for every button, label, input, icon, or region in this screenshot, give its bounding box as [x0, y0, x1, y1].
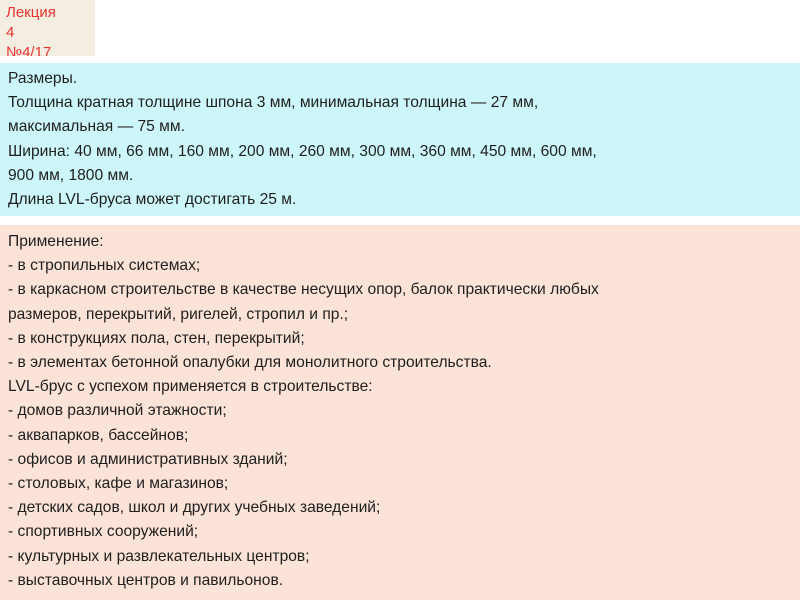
lecture-slide-number: №4/17: [6, 44, 52, 56]
usage-list-item: - в стропильных системах;: [8, 257, 201, 275]
construction-list-item: - спортивных сооружений;: [8, 523, 199, 541]
construction-list-item: - столовых, кафе и магазинов;: [8, 475, 229, 493]
dimensions-text-line: максимальная — 75 мм.: [8, 118, 185, 136]
dimensions-text-line: Толщина кратная толщине шпона 3 мм, минимальная толщина — 27 мм,: [8, 94, 539, 112]
dimensions-text-line: Ширина: 40 мм, 66 мм, 160 мм, 200 мм, 260 мм, 300 мм, 360 мм, 450 мм, 600 мм,: [8, 142, 597, 160]
dimensions-heading: Размеры.: [8, 70, 78, 87]
usage-list-item: - в каркасном строительстве в качестве несущих опор, балок практически любых: [8, 281, 599, 299]
usage-list-item-continuation: размеров, перекрытий, ригелей, стропил и пр.;: [8, 305, 349, 323]
construction-list-item: - детских садов, школ и других учебных заведений;: [8, 499, 381, 517]
construction-list-item: - выставочных центров и павильонов.: [8, 571, 284, 589]
construction-list-item: - аквапарков, бассейнов;: [8, 426, 189, 444]
dimensions-box: [0, 63, 800, 216]
construction-list-item: - домов различной этажности;: [8, 402, 227, 420]
usage-box: [0, 225, 800, 600]
construction-heading: LVL-брус с успехом применяется в строительстве:: [8, 378, 373, 396]
usage-list-item: - в конструкциях пола, стен, перекрытий;: [8, 329, 305, 347]
dimensions-text-line: Длина LVL-бруса может достигать 25 м.: [8, 191, 297, 209]
dimensions-text-line: 900 мм, 1800 мм.: [8, 166, 134, 184]
lecture-label: [0, 0, 95, 56]
usage-heading: Применение:: [8, 233, 104, 250]
construction-list-item: - культурных и развлекательных центров;: [8, 547, 310, 565]
lecture-label-line: Лекция: [6, 4, 56, 21]
construction-list-item: - офисов и административных зданий;: [8, 450, 288, 468]
lecture-number: 4: [6, 24, 15, 41]
usage-list-item: - в элементах бетонной опалубки для монолитного строительства.: [8, 354, 492, 372]
